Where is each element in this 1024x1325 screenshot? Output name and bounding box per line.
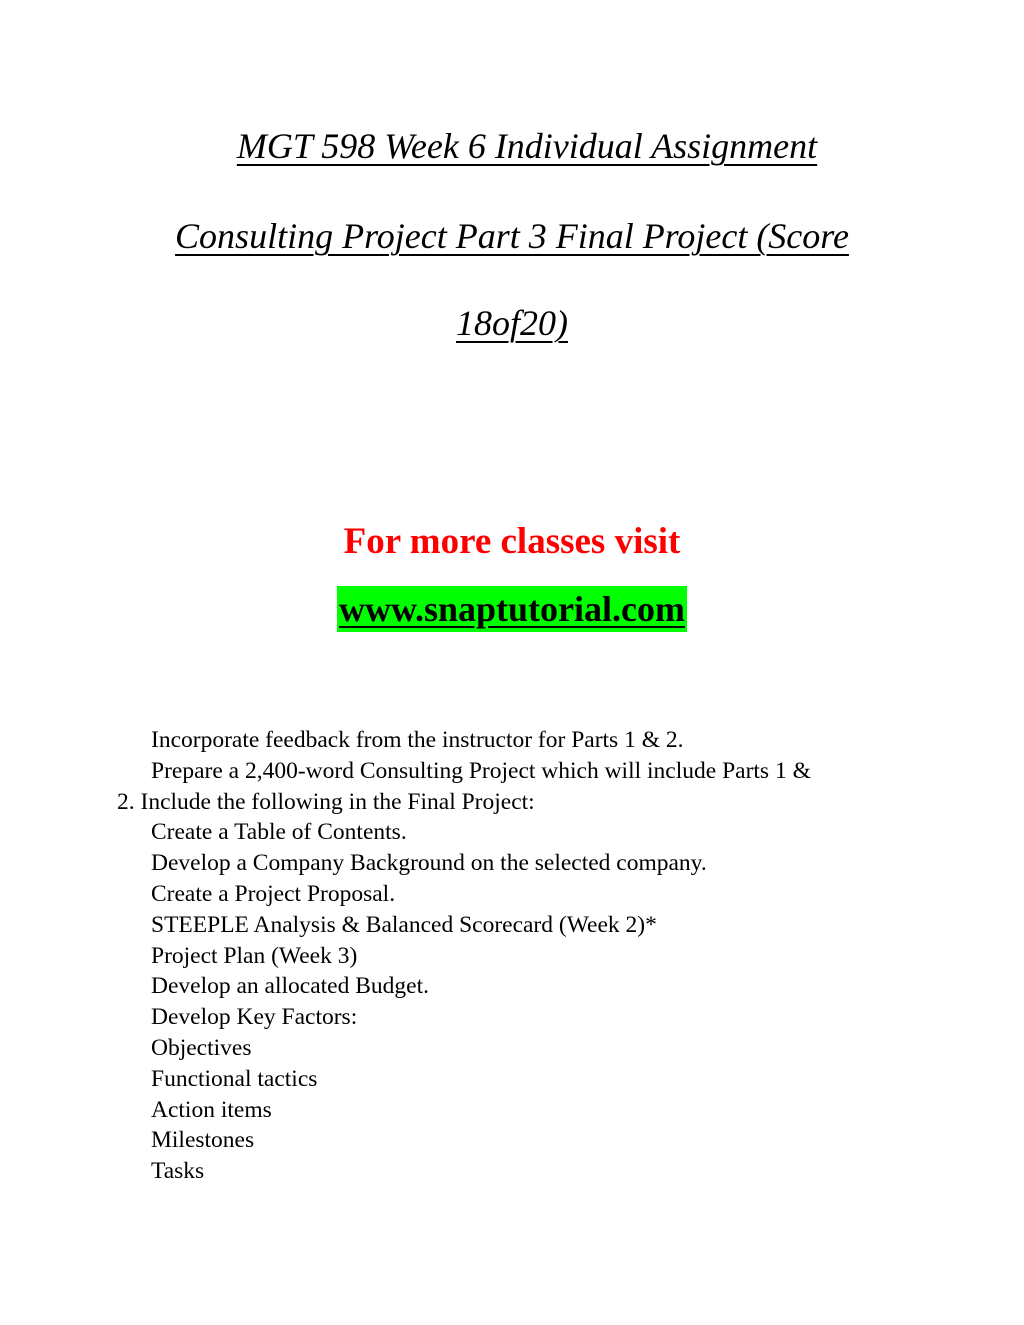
title-line-1: MGT 598 Week 6 Individual Assignment [236, 126, 818, 166]
body-line-13: Action items [151, 1096, 272, 1123]
link-container [0, 586, 1024, 632]
body-line-10: Develop Key Factors: [151, 1004, 358, 1031]
body-line-11: Objectives [151, 1034, 252, 1061]
body-line-3: 2. Include the following in the Final Project: [117, 788, 535, 815]
body-line-12: Functional tactics [151, 1065, 318, 1092]
promo-heading: For more classes visit [343, 521, 681, 562]
website-link[interactable]: www.snaptutorial.com [337, 586, 687, 632]
body-line-9: Develop an allocated Budget. [151, 973, 429, 1000]
title-line-3: 18of20) [456, 303, 568, 343]
assignment-body [0, 725, 1024, 1187]
body-line-5: Develop a Company Background on the selected company. [151, 850, 707, 877]
body-line-6: Create a Project Proposal. [151, 880, 396, 907]
body-line-2: Prepare a 2,400-word Consulting Project which will include Parts 1 & [151, 757, 811, 784]
body-line-15: Tasks [151, 1158, 205, 1185]
body-line-14: Milestones [151, 1127, 255, 1154]
body-line-4: Create a Table of Contents. [151, 819, 407, 846]
body-line-1: Incorporate feedback from the instructor for Parts 1 & 2. [151, 727, 684, 753]
title-line-2: Consulting Project Part 3 Final Project (Score [175, 216, 849, 256]
body-line-7: STEEPLE Analysis & Balanced Scorecard (Week 2)* [151, 911, 657, 938]
body-line-8: Project Plan (Week 3) [151, 942, 358, 969]
